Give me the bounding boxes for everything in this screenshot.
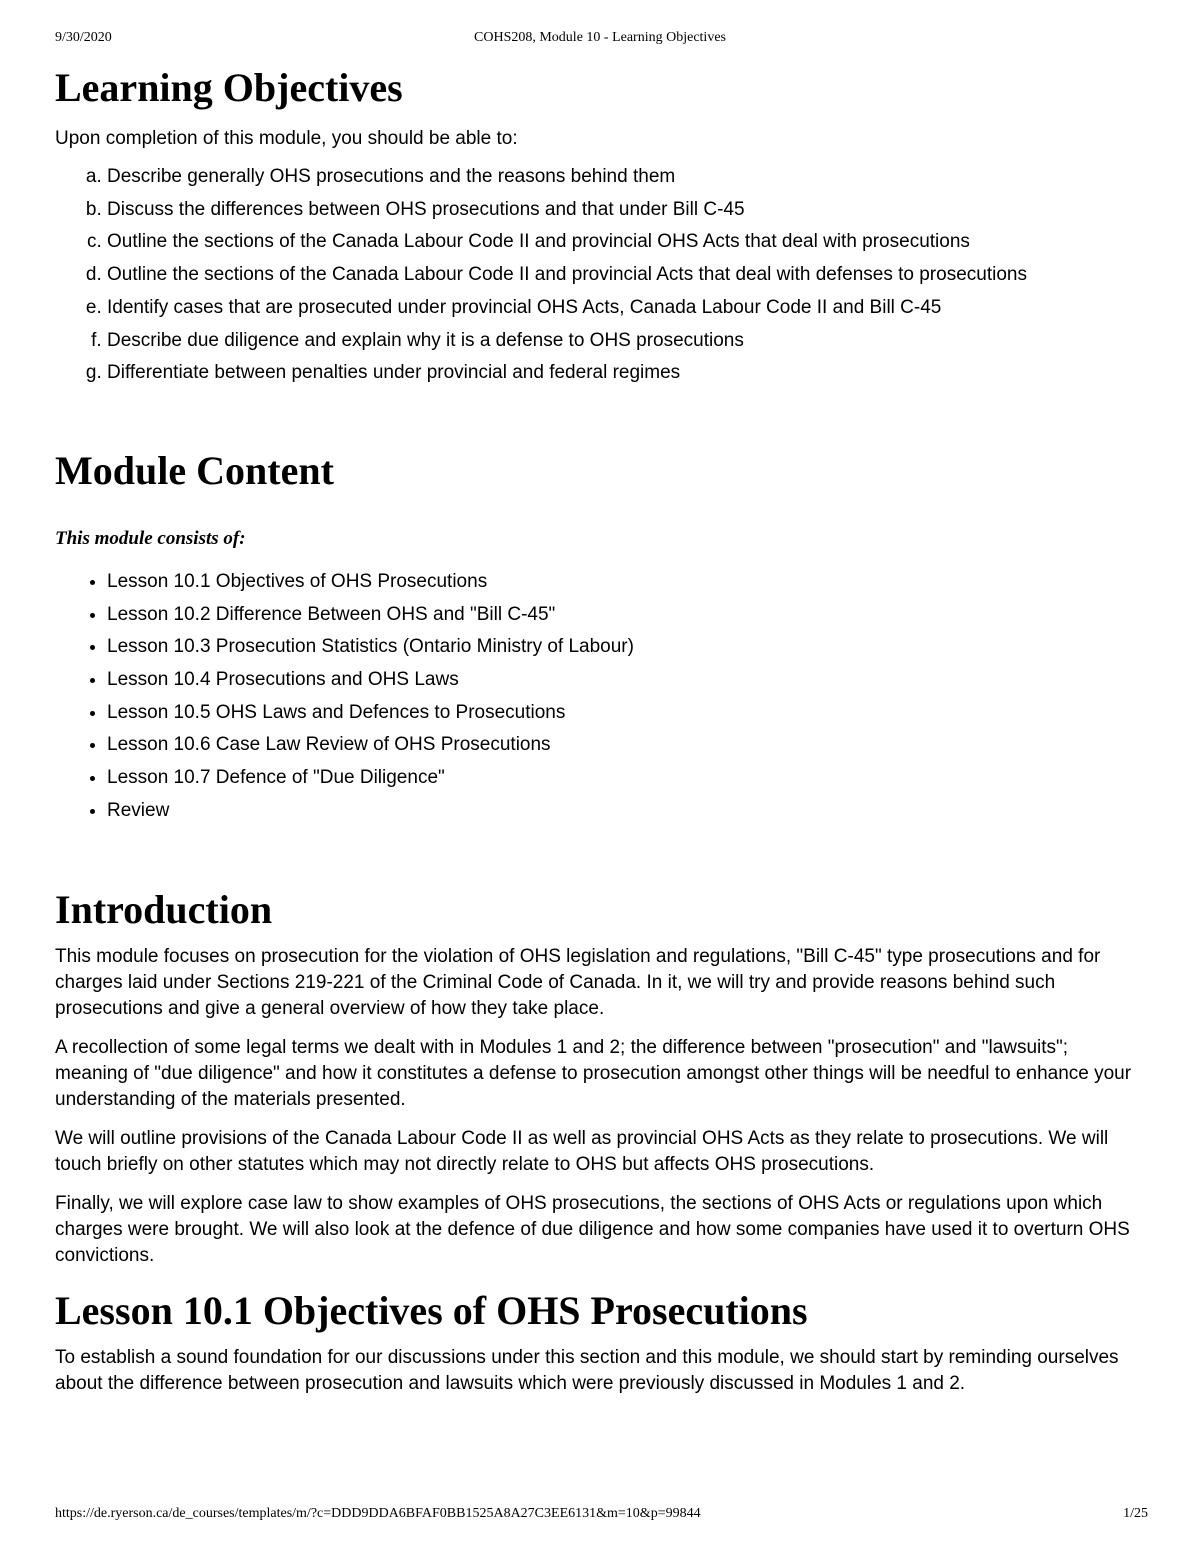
lesson-item: • Lesson 10.4 Prosecutions and OHS Laws <box>107 664 1145 697</box>
objective-item: g. Differentiate between penalties under provincial and federal regimes <box>107 357 1145 390</box>
lesson-item: • Lesson 10.2 Difference Between OHS and "Bill C-45" <box>107 599 1145 632</box>
module-consists-label: This module consists of: <box>55 527 246 549</box>
lesson-item: • Lesson 10.3 Prosecution Statistics (Ontario Ministry of Labour) <box>107 631 1145 664</box>
objective-item: e. Identify cases that are prosecuted under provincial OHS Acts, Canada Labour Code II and Bill C-45 <box>107 292 1145 325</box>
objective-item: b. Discuss the differences between OHS prosecutions and that under Bill C-45 <box>107 194 1145 227</box>
print-title: COHS208, Module 10 - Learning Objectives <box>474 30 726 45</box>
objectives-list <box>55 161 1145 390</box>
lesson-item: • Lesson 10.7 Defence of "Due Diligence" <box>107 762 1145 795</box>
intro-paragraph: A recollection of some legal terms we dealt with in Modules 1 and 2; the difference between "prosecution" and "lawsuits"; meaning of "due diligence" and how it constitutes a defense to prosecution amongst other things will be needful to enhance your understanding of the materials presented. <box>55 1036 1132 1110</box>
module-content-heading: Module Content <box>55 447 334 493</box>
lessons-list <box>55 566 1145 828</box>
lesson-10-1-heading: Lesson 10.1 Objectives of OHS Prosecutions <box>55 1287 808 1333</box>
objective-item: f. Describe due diligence and explain why it is a defense to OHS prosecutions <box>107 325 1145 358</box>
lesson-item: • Review <box>107 795 1145 828</box>
lesson-item: • Lesson 10.1 Objectives of OHS Prosecutions <box>107 566 1145 599</box>
print-header <box>55 30 1145 50</box>
objective-item: d. Outline the sections of the Canada Labour Code II and provincial Acts that deal with defenses to prosecutions <box>107 259 1145 292</box>
objective-item: c. Outline the sections of the Canada Labour Code II and provincial OHS Acts that deal with prosecutions <box>107 226 1145 259</box>
page-number: 1/25 <box>1123 1506 1148 1521</box>
print-footer <box>55 1506 1148 1526</box>
learning-objectives-heading: Learning Objectives <box>55 65 403 110</box>
page-content <box>55 64 1145 1397</box>
lesson-item: • Lesson 10.5 OHS Laws and Defences to Prosecutions <box>107 697 1145 730</box>
intro-paragraph: Finally, we will explore case law to show examples of OHS prosecutions, the sections of OHS Acts or regulations upon which charges were brought. We will also look at the defence of due diligence and how some companies have used it to overturn OHS convictions. <box>55 1192 1130 1266</box>
objectives-intro: Upon completion of this module, you should be able to: <box>55 128 518 149</box>
print-date: 9/30/2020 <box>55 30 112 45</box>
lesson-10-1-paragraph: To establish a sound foundation for our discussions under this section and this module, we should start by reminding ourselves about the difference between prosecution and lawsuits which were previously discussed in Modules 1 and 2. <box>55 1346 1119 1394</box>
lesson-item: • Lesson 10.6 Case Law Review of OHS Prosecutions <box>107 729 1145 762</box>
intro-paragraph: We will outline provisions of the Canada Labour Code II as well as provincial OHS Acts as they relate to prosecutions. We will touch briefly on other statutes which may not directly relate to OHS but affects OHS prosecutions. <box>55 1127 1109 1175</box>
intro-paragraph: This module focuses on prosecution for the violation of OHS legislation and regulations, "Bill C-45" type prosecutions and for charges laid under Sections 219-221 of the Criminal Code of Canada. In it, we will try and provide reasons behind such prosecutions and give a general overview of how they take place. <box>55 945 1101 1019</box>
introduction-heading: Introduction <box>55 886 273 932</box>
print-url: https://de.ryerson.ca/de_courses/templates/m/?c=DDD9DDA6BFAF0BB1525A8A27C3EE6131&m=10&p=99844 <box>55 1506 701 1521</box>
objective-item: a. Describe generally OHS prosecutions and the reasons behind them <box>107 161 1145 194</box>
